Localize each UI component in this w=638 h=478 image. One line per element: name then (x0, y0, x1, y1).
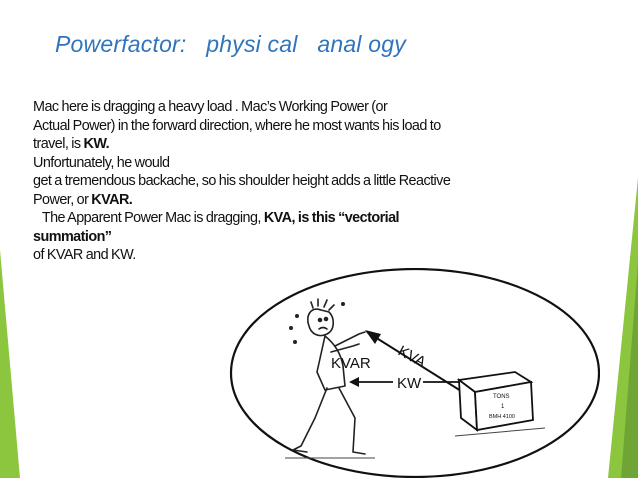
body-line-9: of KVAR and KW. (33, 247, 136, 263)
kva-arrowhead (365, 330, 381, 344)
summation-term: summation” (33, 228, 112, 245)
kw-arrowhead-left (349, 377, 359, 387)
body-line-3-text: travel, is (33, 136, 84, 152)
body-line-7 (33, 209, 593, 228)
slide-body (33, 98, 593, 265)
kw-label: KW (397, 375, 422, 392)
body-line-3 (33, 135, 593, 154)
mac-dragging-load-illustration (225, 268, 600, 478)
body-line-8 (33, 228, 593, 247)
body-line-7-text: The Apparent Power Mac is dragging, (41, 210, 264, 226)
body-line-6 (33, 191, 593, 210)
kvar-term: KVAR. (91, 191, 133, 208)
box-label-tons: TONS (493, 394, 510, 400)
body-line-2: Actual Power) in the forward direction, where he most wants his load to (33, 117, 441, 134)
body-line-4: Unfortunately, he would (33, 154, 170, 171)
box-label-code: BMH 4100 (489, 414, 515, 420)
left-green-triangle (0, 250, 20, 478)
mac-figure (290, 299, 365, 454)
kva-label: KVA (395, 342, 429, 372)
slide-title: Powerfactor: physi cal anal ogy (55, 31, 406, 57)
body-line-5: get a tremendous backache, so his shoulder height adds a little Reactive (33, 173, 451, 189)
heavy-load-box (459, 372, 533, 430)
kw-term: KW. (83, 136, 110, 152)
kva-term: KVA, is this “vectorial (263, 210, 399, 226)
illustration-ellipse (231, 269, 599, 477)
box-label-number: 1 (501, 404, 505, 410)
kvar-label: KVAR (331, 355, 371, 372)
body-line-6-text: Power, or (33, 191, 92, 208)
ground-lines (285, 428, 545, 458)
body-line-1: Mac here is dragging a heavy load . Mac’s Working Power (or (33, 99, 388, 115)
